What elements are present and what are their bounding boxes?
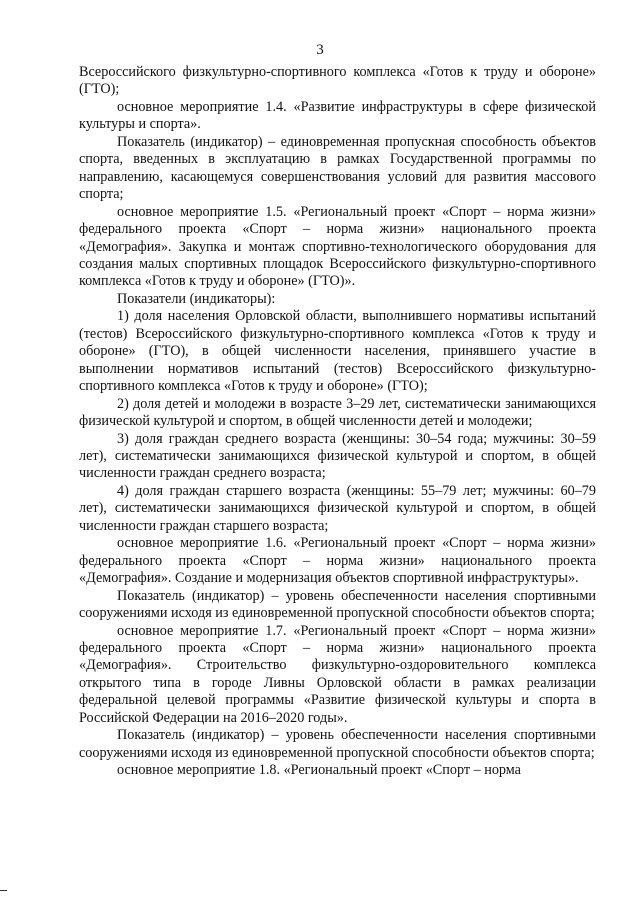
paragraph: Всероссийского физкультурно-спортивного комплекса «Готов к труду и обороне» (ГТО);: [79, 64, 596, 98]
paragraph: Показатель (индикатор) – уровень обеспеченности населения спортивными сооружениями исходя из единовременной пропускной способности объектов спорта;: [79, 587, 596, 622]
paragraph: Показатели (индикаторы):: [117, 290, 276, 307]
paragraph: основное мероприятие 1.4. «Развитие инфраструктуры в сфере физической культуры и спорта».: [79, 98, 596, 133]
paragraph: основное мероприятие 1.7. «Региональный проект «Спорт – норма жизни» федерального проекта «Спорт – норма жизни» национального проекта «Демография». Строительство физкультурно-оздоровительного комплекса открытого типа в городе Ливны Орловской области в рамках реализации федеральной целевой программы «Развитие физической культуры и спорта в Российской Федерации на 2016–2020 годы».: [79, 622, 596, 726]
paragraph: основное мероприятие 1.6. «Региональный проект «Спорт – норма жизни» федерального проекта «Спорт – норма жизни» национального проекта «Демография». Создание и модернизация объектов спортивной инфраструктуры».: [79, 535, 596, 587]
paragraph: основное мероприятие 1.8. «Региональный проект «Спорт – норма: [117, 762, 521, 779]
paragraph: 2) доля детей и молодежи в возрасте 3–29 лет, систематически занимающихся физической культурой и спортом, в общей численности детей и молодежи;: [79, 395, 596, 430]
scan-edge-mark: [0, 890, 7, 891]
paragraph: 4) доля граждан старшего возраста (женщины: 55–79 лет; мужчины: 60–79 лет), систематически занимающихся физической культурой и спортом, в общей численности граждан старшего возраста;: [79, 482, 596, 534]
paragraph: основное мероприятие 1.5. «Региональный проект «Спорт – норма жизни» федерального проекта «Спорт – норма жизни» национального проекта «Демография». Закупка и монтаж спортивно-технологического оборудования для создания малых спортивных площадок Всероссийского физкультурно-спортивного комплекса «Готов к труду и обороне» (ГТО)».: [79, 203, 596, 290]
page-number: 3: [316, 42, 324, 58]
paragraph: Показатель (индикатор) – единовременная пропускная способность объектов спорта, введенных в эксплуатацию в рамках Государственной программы по направлению, касающемуся совершенствования условий для развития массового спорта;: [79, 133, 596, 203]
paragraph: 1) доля населения Орловской области, выполнившего нормативы испытаний (тестов) Всероссийского физкультурно-спортивного комплекса «Готов к труду и обороне» (ГТО), в общей численности населения, принявшего участие в выполнении нормативов испытаний (тестов) Всероссийского физкультурно-спортивного комплекса «Готов к труду и обороне» (ГТО);: [79, 308, 596, 395]
paragraph: Показатель (индикатор) – уровень обеспеченности населения спортивными сооружениями исходя из единовременной пропускной способности объектов спорта;: [79, 727, 596, 761]
paragraph: 3) доля граждан среднего возраста (женщины: 30–54 года; мужчины: 30–59 лет), систематически занимающихся физической культурой и спортом, в общей численности граждан среднего возраста;: [79, 430, 596, 482]
body-text: [79, 64, 596, 780]
